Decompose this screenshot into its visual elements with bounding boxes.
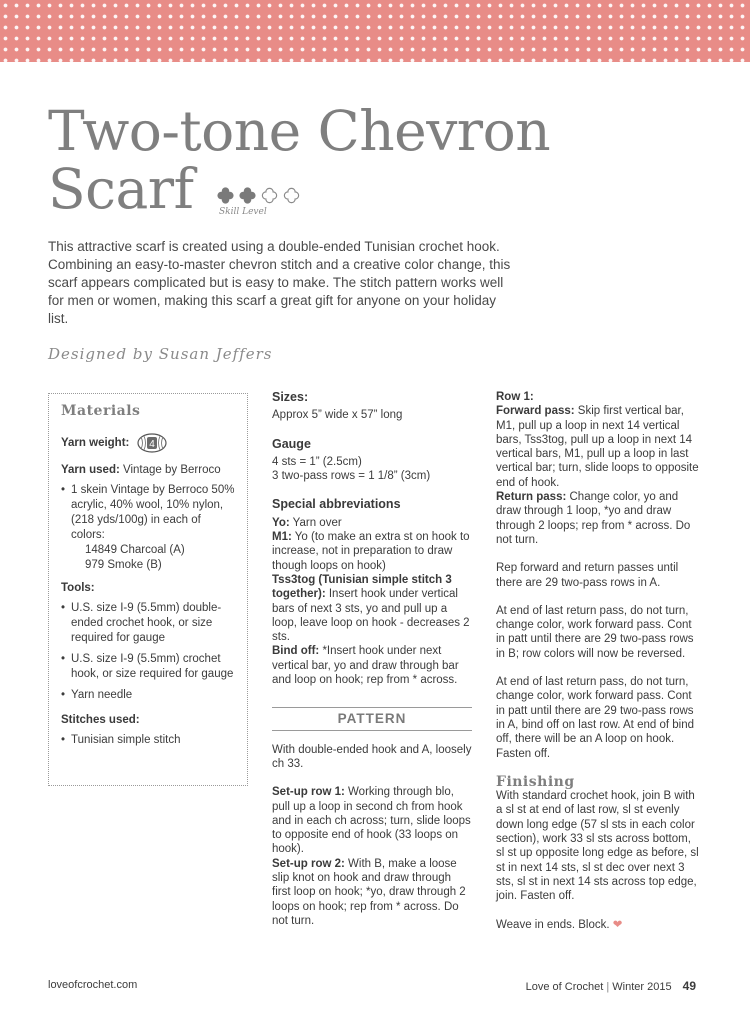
setup-row-2-text: With B, make a loose slip knot on hook and draw through first loop on hook; *yo, draw through 2 loops on hook; rep from * across. Do not turn. bbox=[272, 857, 466, 927]
abbreviation-definition: Yo (to make an extra st on hook to increase, not in preparation to draw though loops on hook) bbox=[272, 531, 470, 572]
gauge-line-2: 3 two-pass rows = 1 1/8” (3cm) bbox=[272, 470, 431, 483]
abbreviation-m1 bbox=[272, 530, 472, 573]
abbreviation-term: Tss3tog (Tunisian simple stitch 3 together): bbox=[272, 573, 452, 601]
setup-row-1 bbox=[272, 785, 472, 856]
color-list bbox=[71, 543, 237, 573]
stitches-list bbox=[61, 733, 237, 748]
footer-issue bbox=[526, 979, 696, 993]
skill-level-label: Skill Level bbox=[219, 207, 267, 217]
list-item bbox=[61, 483, 237, 573]
abbreviation-definition: *Insert hook under next vertical bar, yo and draw through bar and loop on hook; rep from * across. bbox=[272, 645, 459, 687]
closing-text: Weave in ends. Block. bbox=[496, 918, 610, 931]
setup-row-1-text: Working through blo, pull up a loop in second ch from hook and in each ch across; turn, slide loops to opposite end of hook (33 loops on hook). bbox=[272, 786, 471, 856]
skill-flower-outline-icon bbox=[282, 186, 301, 205]
return-pass bbox=[496, 490, 702, 547]
row-1-heading: Row 1: bbox=[496, 391, 534, 403]
gauge-line-1: 4 sts = 1” (2.5cm) bbox=[272, 455, 362, 468]
color-b: 979 Smoke (B) bbox=[85, 559, 162, 571]
list-item: • U.S. size I-9 (5.5mm) crochet hook, or size required for gauge bbox=[61, 652, 237, 682]
pattern-heading: PATTERN bbox=[272, 707, 472, 730]
footer-magazine: Love of Crochet bbox=[525, 981, 604, 993]
footer-issue-date: Winter 2015 bbox=[612, 981, 672, 993]
heart-icon: ❤ bbox=[612, 918, 623, 931]
return-pass-label: Return pass: bbox=[496, 491, 567, 504]
footer-site: loveofcrochet.com bbox=[48, 979, 138, 991]
gauge-heading: Gauge bbox=[272, 436, 311, 451]
footer-separator: | bbox=[606, 981, 610, 993]
yarn-weight-icon bbox=[137, 433, 167, 453]
intro-paragraph: This attractive scarf is created using a double-ended Tunisian crochet hook. Combining an easy-to-master chevron stitch and a creative color change, this scarf appears complicated but is easy to make. The stitch pattern works well for men or women, making this scarf a great gift for anyone on your holiday list. bbox=[48, 239, 511, 326]
yarn-item-text: 1 skein Vintage by Berroco 50% acrylic, 40% wool, 10% nylon, (218 yds/100g) in each of colors: bbox=[71, 484, 235, 541]
instruction-paragraph: At end of last return pass, do not turn, change color, work forward pass. Cont in patt until there are 29 two-pass rows in A, bind off on last row. At end of bind off, there will be an A loop on hook. Fasten off. bbox=[496, 676, 694, 760]
materials-heading: Materials bbox=[61, 403, 141, 419]
polka-dot-banner bbox=[0, 0, 750, 62]
sizes-heading: Sizes: bbox=[272, 390, 309, 404]
list-item: • Tunisian simple stitch bbox=[61, 733, 237, 748]
setup-row-2 bbox=[272, 857, 472, 928]
tools-list bbox=[61, 601, 237, 703]
yarn-used bbox=[61, 463, 237, 478]
abbreviation-definition: Insert hook under vertical bars of next 3 sts, yo and pull up a loop, leave loop on hook - decreases 2 sts. bbox=[272, 588, 470, 644]
abbreviation-bind-off bbox=[272, 644, 472, 687]
finishing-text: With standard crochet hook, join B with a sl st at end of last row, sl st evenly down long edge (57 sl sts in each color section), work 33 sl sts across bottom, sl st up opposite long edge as before, sl st in next 14 sts, sl st dec over next 3 sts, sl st in next 14 sts across top edge, join. Fasten off. bbox=[496, 790, 699, 903]
page-title bbox=[48, 99, 608, 221]
setup-row-1-label: Set-up row 1: bbox=[272, 786, 345, 799]
middle-column bbox=[272, 390, 472, 928]
abbreviation-term: Yo: bbox=[272, 516, 290, 529]
skill-level bbox=[216, 186, 316, 230]
forward-pass-label: Forward pass: bbox=[496, 405, 575, 418]
return-pass-text: Change color, yo and draw through 1 loop, *yo and draw through 2 loops; rep from * across. Do not turn. bbox=[496, 491, 691, 546]
page-number: 49 bbox=[682, 979, 696, 993]
list-item: • U.S. size I-9 (5.5mm) double-ended crochet hook, or size required for gauge bbox=[61, 601, 237, 646]
yarn-weight-label: Yarn weight: bbox=[61, 436, 130, 449]
sizes-value: Approx 5” wide x 57” long bbox=[272, 409, 403, 422]
yarn-weight-value: 4 bbox=[149, 439, 156, 450]
skill-flower-icon bbox=[216, 186, 235, 205]
abbreviation-definition: Yarn over bbox=[289, 516, 342, 529]
abbreviation-term: M1: bbox=[272, 531, 292, 544]
stitches-label: Stitches used: bbox=[61, 714, 140, 726]
abbreviation-yo bbox=[272, 516, 472, 530]
abbreviations-heading: Special abbreviations bbox=[272, 497, 401, 512]
instruction-paragraph: Rep forward and return passes until there are 29 two-pass rows in A. bbox=[496, 562, 679, 589]
color-a: 14849 Charcoal (A) bbox=[85, 544, 185, 556]
skill-flower-icon bbox=[238, 186, 257, 205]
title-line-2: Scarf bbox=[48, 157, 194, 221]
tools-label: Tools: bbox=[61, 582, 95, 594]
yarn-list bbox=[61, 483, 237, 573]
designer-credit: Designed by Susan Jeffers bbox=[48, 345, 273, 363]
skill-level-rating bbox=[216, 186, 316, 205]
abbreviation-term: Bind off: bbox=[272, 645, 320, 658]
yarn-weight-row bbox=[61, 433, 237, 453]
closing-line bbox=[496, 918, 702, 932]
yarn-used-label: Yarn used: bbox=[61, 464, 120, 476]
yarn-used-value: Vintage by Berroco bbox=[119, 464, 221, 476]
forward-pass-text: Skip first vertical bar, M1, pull up a loop in next 14 vertical bars, Tss3tog, pull up a loop in next 14 vertical bars, M1, pull up a loop in last vertical bar; turn, slide loops to opposite end of hook. bbox=[496, 405, 699, 489]
finishing-heading: Finishing bbox=[496, 773, 575, 790]
pattern-intro: With double-ended hook and A, loosely ch 33. bbox=[272, 743, 472, 770]
abbreviation-tss3tog bbox=[272, 573, 472, 644]
skill-flower-outline-icon bbox=[260, 186, 279, 205]
forward-pass bbox=[496, 404, 702, 490]
list-item: • Yarn needle bbox=[61, 688, 237, 703]
materials-box bbox=[48, 393, 248, 786]
title-line-1: Two-tone Chevron bbox=[48, 99, 551, 163]
setup-row-2-label: Set-up row 2: bbox=[272, 857, 345, 870]
instruction-paragraph: At end of last return pass, do not turn, change color, work forward pass. Cont in patt until there are 29 two-pass rows in B; row colors will now be reversed. bbox=[496, 604, 694, 660]
right-column bbox=[496, 390, 702, 932]
